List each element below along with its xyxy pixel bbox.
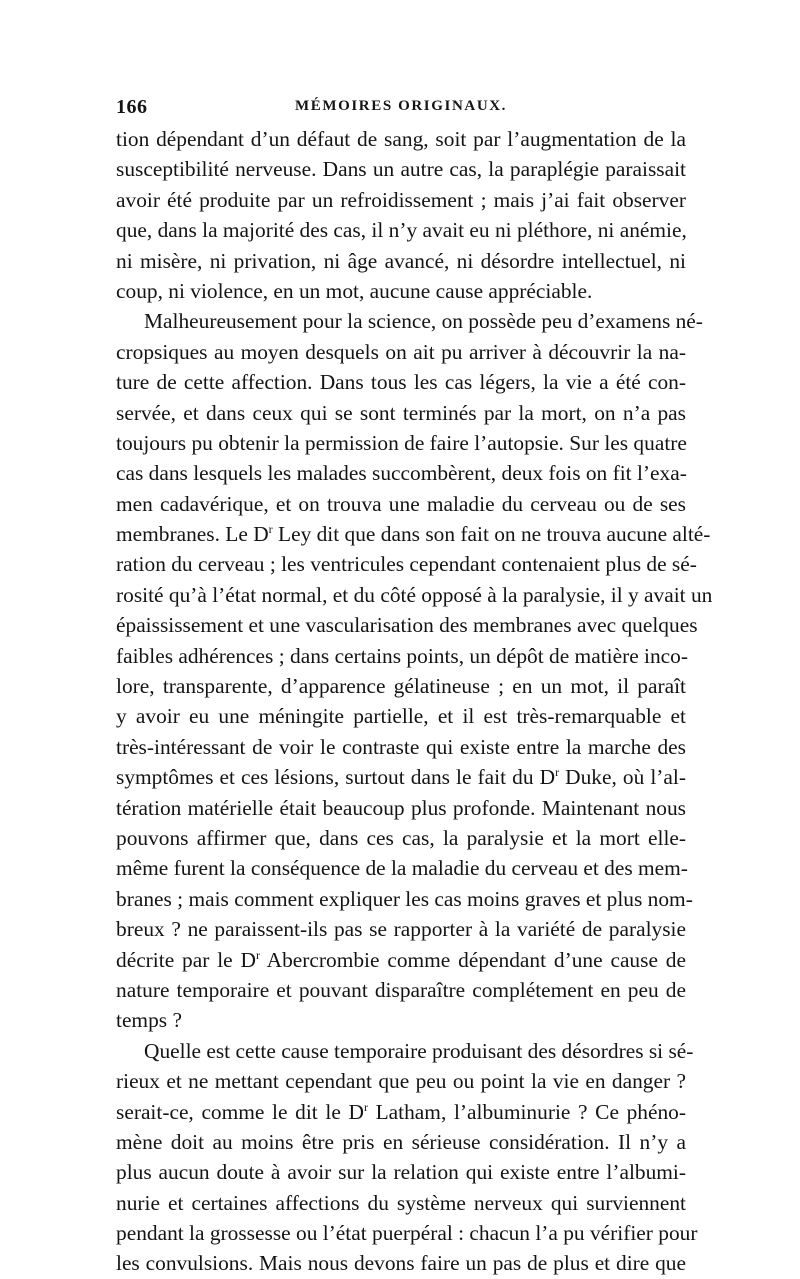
text-line: pendant la grossesse ou l’état puerpéral : chacun l’a pu vérifier pour (116, 1221, 698, 1246)
text-line: temps ? (116, 1008, 182, 1033)
text-line: très-intéressant de voir le contraste qui existe entre la marche des (116, 734, 686, 759)
text-line: coup, ni violence, en un mot, aucune cause appréciable. (116, 278, 593, 303)
page-number: 166 (116, 96, 148, 118)
running-title: MÉMOIRES ORIGINAUX. (294, 98, 508, 114)
text-line: mène doit au moins être pris en sérieuse considération. Il n’y a (116, 1129, 686, 1154)
text-line: susceptibilité nerveuse. Dans un autre cas, la paraplégie paraissait (116, 157, 686, 182)
text-line: nurie et certaines affections du système nerveux qui surviennent (116, 1190, 686, 1215)
text-line: branes ; mais comment expliquer les cas moins graves et plus nom- (116, 886, 693, 911)
text-line: ture de cette affection. Dans tous les cas légers, la vie a été con- (116, 370, 686, 395)
text-line: Malheureusement pour la science, on possède peu d’examens né- (144, 309, 703, 334)
page-header (116, 96, 686, 126)
text-line: rosité qu’à l’état normal, et du côté opposé à la paralysie, il y avait un (116, 582, 713, 607)
text-line: plus aucun doute à avoir sur la relation qui existe entre l’albumi- (116, 1160, 686, 1185)
text-line: que, dans la majorité des cas, il n’y avait eu ni pléthore, ni anémie, (116, 218, 687, 243)
text-line: ration du cerveau ; les ventricules cependant contenaient plus de sé- (116, 552, 697, 577)
text-line: pouvons affirmer que, dans ces cas, la paralysie et la mort elle- (116, 825, 686, 850)
text-line: tion dépendant d’un défaut de sang, soit par l’augmentation de la (116, 127, 686, 151)
text-line: membranes. Le $D^r$ Ley dit que dans son fait on ne trouva aucune alté- (116, 522, 711, 547)
text-line: lore, transparente, d’apparence gélatineuse ; en un mot, il paraît (116, 674, 686, 699)
text-line: les convulsions. Mais nous devons faire un pas de plus et dire que (116, 1251, 686, 1276)
text-line: breux ? ne paraissent-ils pas se rapporter à la variété de paralysie (116, 917, 686, 942)
text-line: décrite par le $D^r$ Abercrombie comme dépendant d’une cause de (116, 947, 686, 972)
text-line: men cadavérique, et on trouva une maladie du cerveau ou de ses (116, 491, 686, 516)
text-line: y avoir eu une méningite partielle, et il est très-remarquable et (116, 704, 686, 729)
text-line: tération matérielle était beaucoup plus profonde. Maintenant nous (116, 795, 686, 820)
text-line: symptômes et ces lésions, surtout dans le fait du $D^r$ Duke, où l’al- (116, 765, 686, 790)
text-line: même furent la conséquence de la maladie du cerveau et des mem- (116, 856, 688, 881)
text-line: servée, et dans ceux qui se sont terminés par la mort, on n’a pas (116, 400, 686, 425)
text-line: cas dans lesquels les malades succombèrent, deux fois on fit l’exa- (116, 461, 687, 486)
text-line: épaississement et une vascularisation des membranes avec quelques (116, 613, 698, 638)
text-line: avoir été produite par un refroidissement ; mais j’ai fait observer (116, 187, 686, 212)
text-line: cropsiques au moyen desquels on ait pu arriver à découvrir la na- (116, 339, 686, 364)
text-line: rieux et ne mettant cependant que peu ou point la vie en danger ? (116, 1069, 686, 1094)
text-line: Quelle est cette cause temporaire produisant des désordres si sé- (144, 1038, 694, 1063)
text-line: ni misère, ni privation, ni âge avancé, ni désordre intellectuel, ni (116, 248, 686, 273)
text-line: faibles adhérences ; dans certains points, un dépôt de matière inco- (116, 643, 688, 668)
text-line: serait-ce, comme le dit le $D^r$ Latham, l’albuminurie ? Ce phéno- (116, 1099, 687, 1124)
text-line: toujours pu obtenir la permission de faire l’autopsie. Sur les quatre (116, 430, 687, 455)
text-line: nature temporaire et pouvant disparaître complétement en peu de (116, 977, 686, 1002)
body-text (116, 124, 713, 1279)
